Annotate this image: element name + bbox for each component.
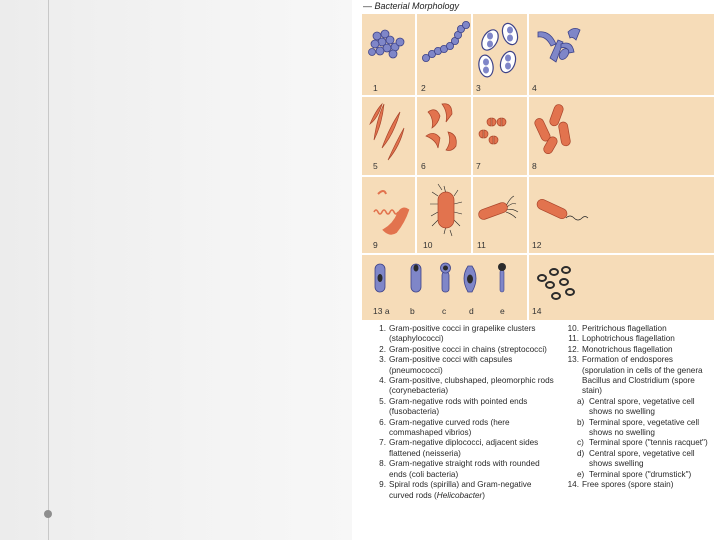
legend-item: 13. Formation of endospores (sporulation in cells of the genera Bacillus and Clostridium (spore stain) [567,355,703,396]
legend-item: 8. Gram-negative straight rods with rounded ends (coli bacteria) [379,459,540,479]
legend-item: 3. Gram-positive cocci with capsules (pneumococci) [379,355,513,375]
slide-bullet-dot [44,510,52,518]
legend-item: 6. Gram-negative curved rods (here commashaped vibrios) [379,417,510,438]
slide-divider-line [48,0,49,540]
bacterial-morphology-figure [360,0,720,540]
legend-item: 11. Lophotrichous flagellation [568,334,675,344]
panel-number: 6 [421,161,426,171]
legend-subitem: c) Terminal spore ("tennis racquet") [577,438,708,448]
illustration-grid [360,0,720,320]
panel-number: 12 [532,240,542,250]
legend-item: 14. Free spores (spore stain) [567,480,674,490]
panel-number: 8 [532,161,537,171]
legend-item: 7. Gram-negative diplococci, adjacent sides flattened (neisseria) [379,438,539,458]
legend-item: 5. Gram-negative rods with pointed ends (fusobacteria) [379,396,528,417]
legend-item: 12. Monotrichous flagellation [567,344,673,354]
legend-item: 4. Gram-positive, clubshaped, pleomorphic rods (corynebacteria) [379,376,554,396]
legend-item: 9. Spiral rods (spirilla) and Gram-negative curved rods (Helicobacter) [379,480,532,500]
legend-subitem: d) Central spore, vegetative cell shows swelling [577,448,695,469]
panel-number: 1 [373,83,378,93]
figure-legend [362,320,714,536]
panel-number: 5 [373,161,378,171]
panel-number: 3 [476,83,481,93]
panel-number: 10 [423,240,433,250]
panel-number: 11 [477,240,486,250]
legend-item: 1. Gram-positive cocci in grapelike clusters (staphylococci) [379,324,536,344]
panel-number: 4 [532,83,537,93]
panel-number: e [500,306,505,316]
legend-item: 2. Gram-positive cocci in chains (streptococci) [379,344,547,354]
panel-number: 9 [373,240,378,250]
legend-subitem: e) Terminal spore ("drumstick") [577,469,692,479]
panel-number: 13 a [373,306,390,316]
panel-number: 2 [421,83,426,93]
legend-item: 10. Peritrichous flagellation [567,324,667,333]
panel-number: d [469,306,474,316]
panel-number: 14 [532,306,542,316]
figure-title: — Bacterial Morphology [363,1,460,11]
panel-number: c [442,306,447,316]
figure-title-text: Bacterial Morphology [374,1,460,11]
panel-number: b [410,306,415,316]
slide-left-panel [0,0,352,540]
legend-subitem: a) Central spore, vegetative cell shows no swelling [577,396,695,417]
legend-right-column [562,324,712,491]
panel-number: 7 [476,161,481,171]
legend-subitem: b) Terminal spore, vegetative cell shows no swelling [577,417,700,438]
legend-left-column [369,324,554,501]
